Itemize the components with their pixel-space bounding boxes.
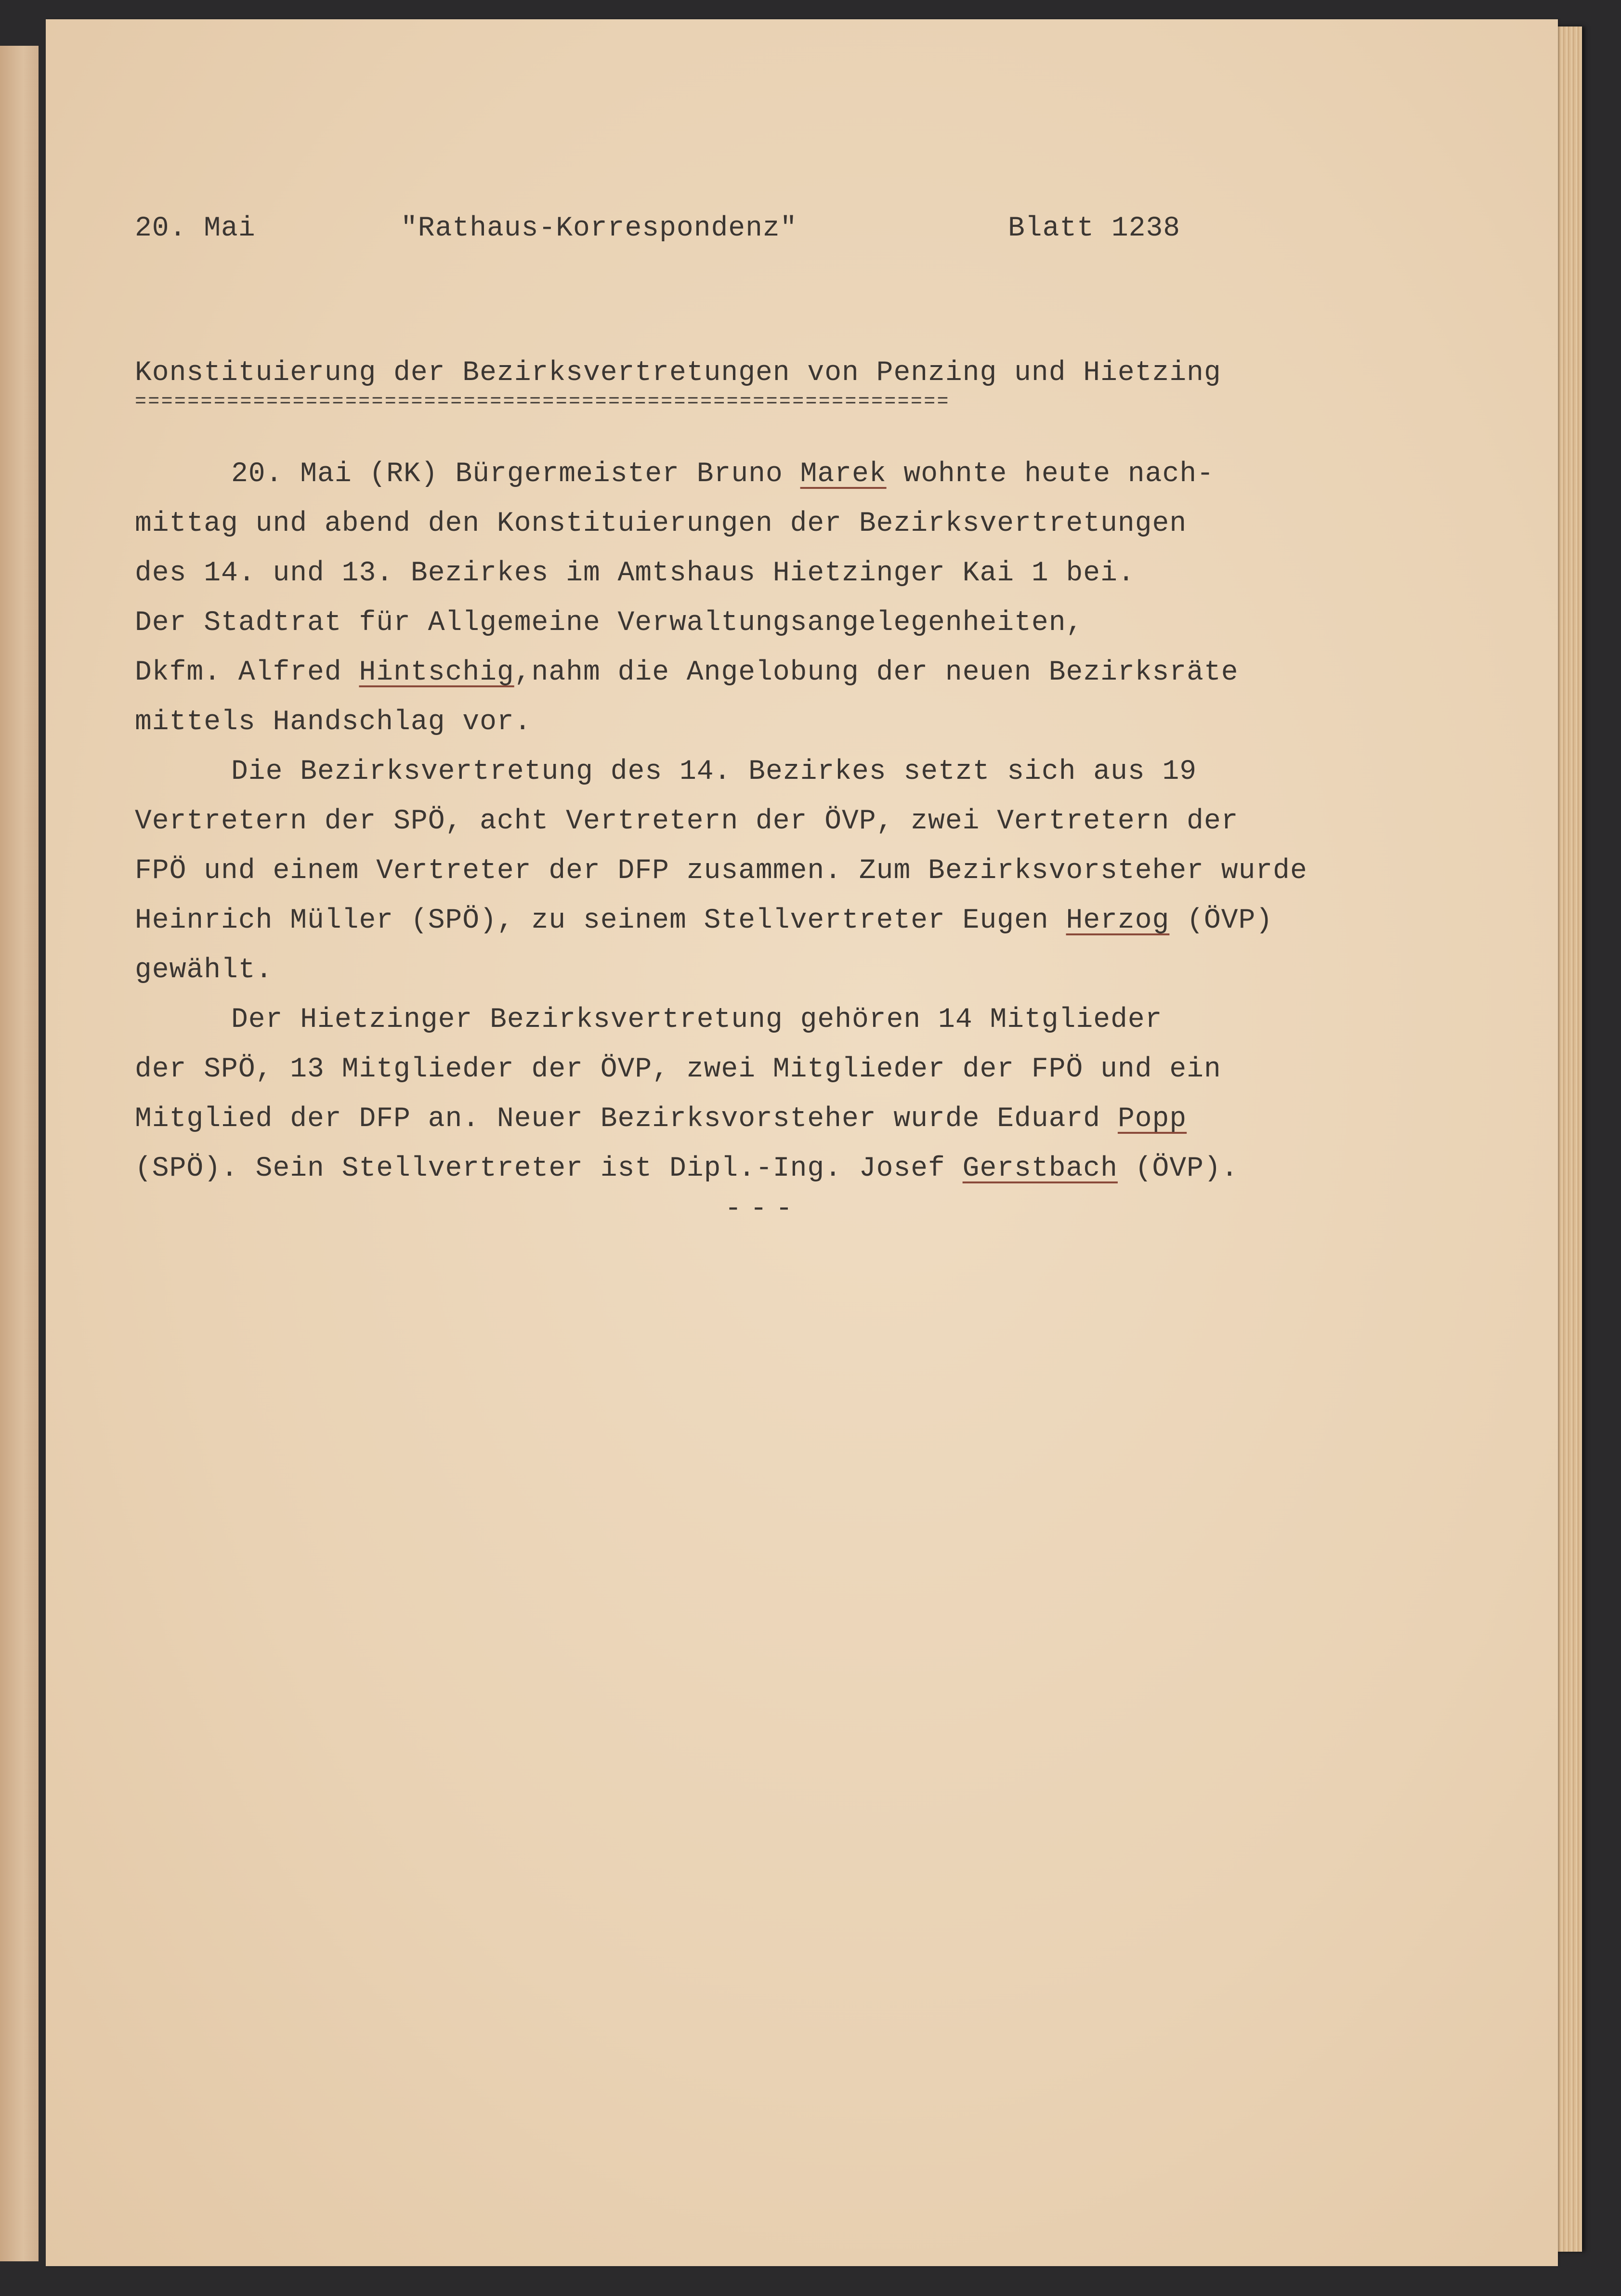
text-line-13: der SPÖ, 13 Mitglieder der ÖVP, zwei Mitglieder der FPÖ und ein: [135, 1054, 1221, 1085]
text-line-14: Mitglied der DFP an. Neuer Bezirksvorsteher wurde Eduard Popp: [135, 1103, 1187, 1135]
text-line-9: FPÖ und einem Vertreter der DFP zusammen. Zum Bezirksvorsteher wurde: [135, 855, 1307, 887]
adjacent-page-edge: [0, 46, 39, 2261]
name-marek: Marek: [800, 459, 887, 490]
header-publication: "Rathaus-Korrespondenz": [401, 213, 797, 244]
header-date: 20. Mai: [135, 213, 256, 244]
header-sheet-number: Blatt 1238: [1008, 213, 1181, 244]
text-line-6: mittels Handschlag vor.: [135, 707, 532, 738]
text-line-2: mittag und abend den Konstituierungen der Bezirksvertretungen: [135, 508, 1187, 539]
title-rule: ==============================================================: [135, 391, 950, 413]
name-popp: Popp: [1117, 1103, 1187, 1135]
text-line-11: gewählt.: [135, 955, 273, 986]
text-line-10: Heinrich Müller (SPÖ), zu seinem Stellvertreter Eugen Herzog (ÖVP): [135, 905, 1273, 936]
name-hintschig: Hintschig: [359, 657, 514, 688]
document-page: [46, 19, 1558, 2266]
text-line-3: des 14. und 13. Bezirkes im Amtshaus Hietzinger Kai 1 bei.: [135, 558, 1135, 589]
text-line-5: Dkfm. Alfred Hintschig,nahm die Angelobung der neuen Bezirksräte: [135, 657, 1239, 688]
article-title: Konstituierung der Bezirksvertretungen von Penzing und Hietzing: [135, 357, 1221, 389]
name-herzog: Herzog: [1066, 905, 1170, 936]
name-gerstbach: Gerstbach: [962, 1153, 1118, 1184]
text-line-1: 20. Mai (RK) Bürgermeister Bruno Marek wohnte heute nach-: [231, 459, 1214, 490]
text-line-7: Die Bezirksvertretung des 14. Bezirkes setzt sich aus 19: [231, 756, 1197, 787]
text-line-15: (SPÖ). Sein Stellvertreter ist Dipl.-Ing. Josef Gerstbach (ÖVP).: [135, 1153, 1239, 1184]
text-line-12: Der Hietzinger Bezirksvertretung gehören 14 Mitglieder: [231, 1004, 1163, 1036]
text-line-8: Vertretern der SPÖ, acht Vertretern der ÖVP, zwei Vertretern der: [135, 806, 1239, 837]
end-mark: ---: [725, 1194, 801, 1225]
text-line-4: Der Stadtrat für Allgemeine Verwaltungsangelegenheiten,: [135, 607, 1084, 639]
